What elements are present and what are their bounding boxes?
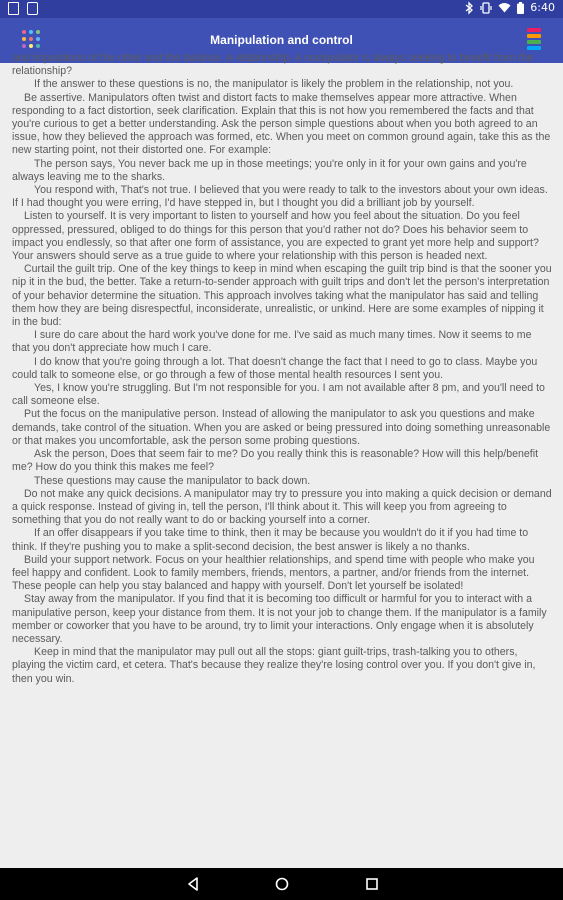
- vibrate-icon: [480, 2, 492, 14]
- article-content[interactable]: [0, 52, 563, 868]
- stack-bar: [527, 40, 541, 44]
- paragraph: You respond with, That's not true. I believed that you were ready to talk to the investors about your own ideas. If I had thought you were erring, I'd have stepped in, but I thought you did a brilliant job by yourself.: [12, 184, 548, 210]
- paragraph: Do not make any quick decisions. A manipulator may try to pressure you into making a quick decision or demand a quick response. Instead of giving in, tell the person, I'll think about it. This will keep you from agreeing to something that you do not really want to do or backing yourself into a corner.: [12, 487, 552, 527]
- article-body: [12, 52, 552, 686]
- status-bar: [0, 0, 563, 18]
- battery-icon: [517, 2, 524, 14]
- page-title: Manipulation and control: [210, 33, 353, 47]
- navigation-bar: [0, 868, 563, 900]
- paragraph: Build your support network. Focus on your healthier relationships, and spend time with people who make you feel happy and confident. Look to family members, friends, mentors, a partner, and/or friends from the internet. These people can help you stay balanced and happy with yourself. Don't let yourself be isolated!: [12, 553, 535, 593]
- notification-icons: [8, 2, 38, 15]
- paragraph: Yes, I know you're struggling. But I'm not responsible for you. I am not available after 8 pm, and you'll need to call someone else.: [12, 382, 545, 408]
- stack-bar: [527, 34, 541, 38]
- paragraph: I do know that you're going through a lot. That doesn't change the fact that I need to go to class. Maybe you could talk to someone else, or go through a few of those mental health resources I sent you.: [12, 355, 538, 381]
- back-icon[interactable]: [185, 876, 201, 892]
- paragraph: Be assertive. Manipulators often twist and distort facts to make themselves appear more attractive. When responding to a fact distortion, seek clarification. Explain that this is not how you remembered the facts and that you're curious to get a better understanding. Ask the person simple questions about when you both agreed to an issue, how they believed the approach was formed, etc. When you meet on common ground again, take this as the new starting point, not their distorted one. For example:: [12, 91, 551, 157]
- paragraph: and impositions of the other and the balance. A relationship. A manipulator is always seeking to benefit from the relationship?: [12, 52, 534, 78]
- paragraph: Curtail the guilt trip. One of the key things to keep in mind when escaping the guilt trip bind is that the sooner you nip it in the bud, the better. Take a return-to-sender approach with guilt trips and don't let the person's interpretation of your behavior determine the situation. This approach involves taking what the manipulator has said and telling them how they are being disrespectful, inconsiderate, unrealistic, or unkind. Here are some examples of nipping it in the bud:: [12, 263, 552, 329]
- system-icons: [465, 1, 555, 14]
- bookmarks-icon[interactable]: [527, 28, 541, 52]
- paragraph: If an offer disappears if you take time to think, then it may be because you wouldn't do it if you had time to think. If they're pushing you to make a split-second decision, the best answer is likely a no thanks.: [12, 527, 529, 553]
- bluetooth-icon: [465, 2, 474, 14]
- paragraph: If the answer to these questions is no, the manipulator is likely the problem in the relationship, not you.: [34, 78, 514, 91]
- recent-apps-icon[interactable]: [364, 876, 380, 892]
- doc-icon: [8, 2, 19, 15]
- stack-bar: [527, 46, 541, 50]
- home-icon[interactable]: [274, 876, 290, 892]
- paragraph: The person says, You never back me up in those meetings; you're only in it for your own gains and you're always leaving me to the sharks.: [12, 157, 527, 183]
- paragraph: I sure do care about the hard work you've done for me. I've said as much many times. Now it seems to me that you don't appreciate how much I care.: [12, 329, 532, 355]
- clipboard-icon: [27, 2, 38, 15]
- stack-bar: [527, 28, 541, 32]
- paragraph: Listen to yourself. It is very important to listen to yourself and how you feel about the situation. Do you feel oppressed, pressured, obliged to do things for this person that you'd rather not do? Does his behavior seem to impact you endlessly, so that after one form of assistance, you are expected to grant yet more help and support? Your answers should serve as a true guide to where your relationship with this person is headed next.: [12, 210, 539, 263]
- paragraph: Keep in mind that the manipulator may pull out all the stops: giant guilt-trips, trash-talking you to others, playing the victim card, et cetera. That's because they realize they're losing control over you. If you don't give in, then you win.: [12, 646, 536, 685]
- paragraph: Put the focus on the manipulative person. Instead of allowing the manipulator to ask you questions and make demands, take control of the situation. When you are asked or being pressured into doing something unreasonable or that makes you uncomfortable, ask the person some probing questions.: [12, 408, 551, 447]
- paragraph: Ask the person, Does that seem fair to me? Do you really think this is reasonable? How will this help/benefit me? How do you think this makes me feel?: [12, 448, 539, 474]
- paragraph: These questions may cause the manipulator to back down.: [34, 474, 311, 487]
- paragraph: Stay away from the manipulator. If you find that it is becoming too difficult or harmful for you to interact with a manipulative person, keep your distance from them. It is not your job to change them. If the manipulator is a family member or coworker that you have to be around, try to limit your interactions. Only engage when it is absolutely necessary.: [12, 593, 547, 645]
- clock: 6:40: [530, 1, 555, 14]
- wifi-icon: [498, 2, 511, 13]
